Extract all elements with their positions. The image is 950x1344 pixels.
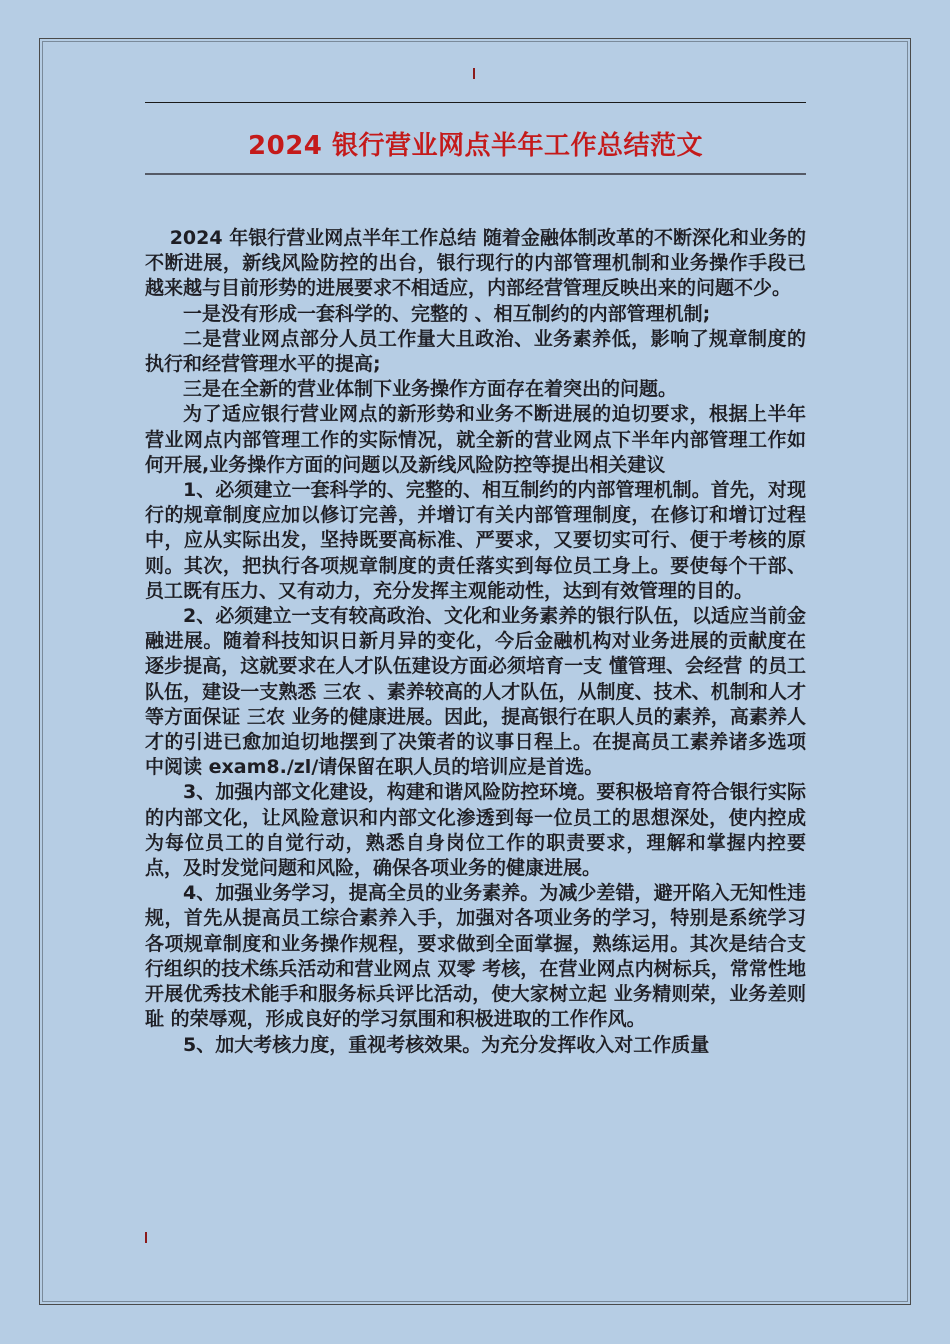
paragraph-issue-3: 三是在全新的营业体制下业务操作方面存在着突出的问题。	[183, 378, 678, 401]
paragraph-point-2: 2、必须建立一支有较高政治、文化和业务素养的银行队伍，以适应当前金融进展。随着科技知识日新月异的变化，今后金融机构对业务进展的贡献度在逐步提高，这就要求在人才队伍建设方面必须培育一支 懂管理、会经营 的员工队伍，建设一支熟悉 三农 、素养较高的人才队伍，从制度、技术、机制和人才等方面保证 三农 业务的健康进展。因此，提高银行在职人员的素养，高素养人才的引进已愈加迫切地摆到了决策者的议事日程上。在提高员工素养诸多选项中阅读 exam8./zl/请保留在职人员的培训应是首选。	[145, 605, 806, 779]
document-title: 2024 银行营业网点半年工作总结范文	[248, 131, 703, 161]
title-divider	[145, 173, 806, 175]
paragraph-proposal-intro: 为了适应银行营业网点的新形势和业务不断进展的迫切要求，根据上半年营业网点内部管理工作的实际情况，就全新的营业网点下半年内部管理工作如何开展,业务操作方面的问题以及新线风险防控等提出相关建议	[145, 403, 806, 476]
paragraph-point-4: 4、加强业务学习，提高全员的业务素养。为减少差错，避开陷入无知性违规，首先从提高员工综合素养入手，加强对各项业务的学习，特别是系统学习各项规章制度和业务操作规程，要求做到全面掌握，熟练运用。其次是结合支行组织的技术练兵活动和营业网点 双零 考核，在营业网点内树标兵，常常性地开展优秀技术能手和服务标兵评比活动，使大家树立起 业务精则荣，业务差则耻 的荣辱观，形成良好的学习氛围和积极进取的工作作风。	[145, 882, 806, 1031]
paragraph-issue-2: 二是营业网点部分人员工作量大且政治、业务素养低，影响了规章制度的执行和经营管理水平的提高;	[145, 327, 806, 376]
paragraph-point-1: 1、必须建立一套科学的、完整的、相互制约的内部管理机制。首先，对现行的规章制度应加以修订完善，并增订有关内部管理制度，在修订和增订过程中，应从实际出发，坚持既要高标准、严要求，又要切实可行、便于考核的原则。其次，把执行各项规章制度的责任落实到每位员工身上。要使每个干部、员工既有压力、又有动力，充分发挥主观能动性，达到有效管理的目的。	[145, 479, 806, 602]
paragraph-point-3: 3、加强内部文化建设，构建和谐风险防控环境。要积极培育符合银行实际的内部文化，让风险意识和内部文化渗透到每一位员工的思想深处，使内控成为每位员工的自觉行动，熟悉自身岗位工作的职责要求，理解和掌握内控要点，及时发觉问题和风险，确保各项业务的健康进展。	[145, 781, 806, 880]
header-cursor-mark	[473, 68, 475, 79]
document-body	[145, 226, 806, 1058]
paragraph-point-5: 5、加大考核力度，重视考核效果。为充分发挥收入对工作质量	[183, 1033, 710, 1056]
footer-cursor-mark	[145, 1232, 147, 1243]
paragraph-issue-1: 一是没有形成一套科学的、完整的 、相互制约的内部管理机制;	[183, 302, 711, 325]
header-divider	[145, 102, 806, 103]
paragraph-intro: 2024 年银行营业网点半年工作总结 随着金融体制改革的不断深化和业务的不断进展，新线风险防控的出台，银行现行的内部管理机制和业务操作手段已越来越与目前形势的进展要求不相适应，内部经营管理反映出来的问题不少。	[145, 227, 806, 300]
